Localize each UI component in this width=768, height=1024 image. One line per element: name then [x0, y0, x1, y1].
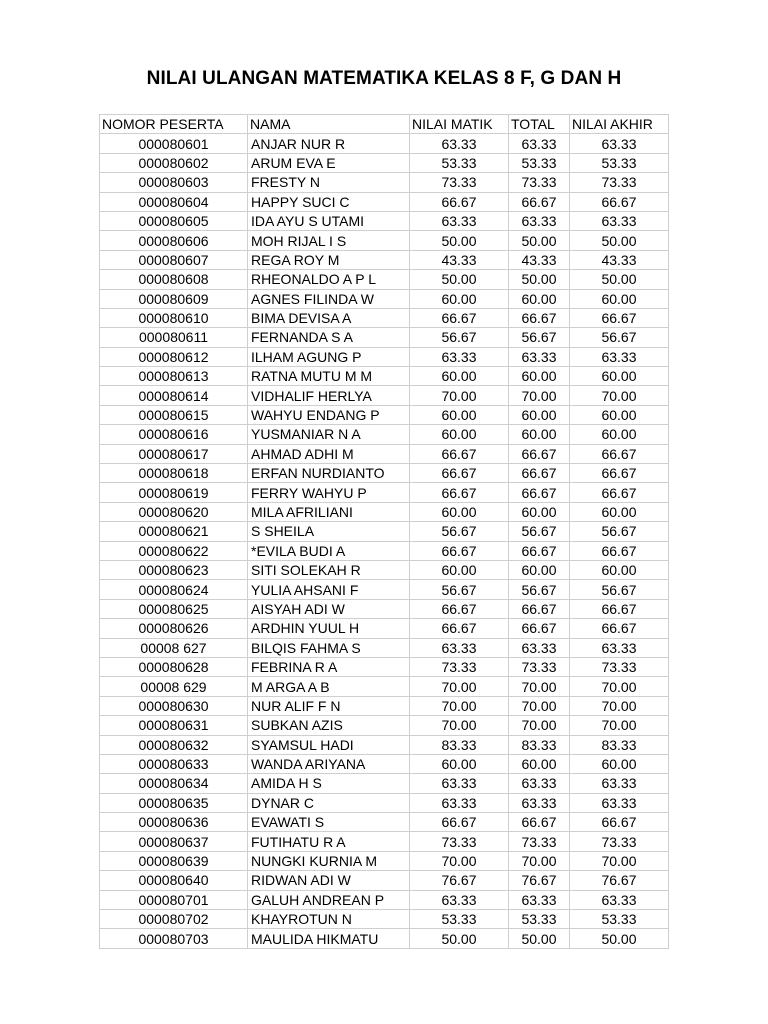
cell-nilai-matik: 60.00 — [410, 425, 509, 444]
header-total: TOTAL — [509, 115, 570, 134]
cell-nilai-matik: 63.33 — [410, 793, 509, 812]
cell-nilai-matik: 66.67 — [410, 619, 509, 638]
cell-nilai-matik: 60.00 — [410, 754, 509, 773]
cell-total: 66.67 — [509, 444, 570, 463]
cell-nilai-matik: 60.00 — [410, 289, 509, 308]
cell-nilai-akhir: 50.00 — [570, 231, 669, 250]
table-row — [100, 619, 669, 638]
cell-nilai-akhir: 73.33 — [570, 657, 669, 676]
cell-nilai-akhir: 43.33 — [570, 250, 669, 269]
cell-nilai-matik: 66.67 — [410, 483, 509, 502]
cell-nama: KHAYROTUN N — [248, 910, 410, 929]
cell-total: 66.67 — [509, 813, 570, 832]
cell-nama: FEBRINA R A — [248, 657, 410, 676]
cell-total: 60.00 — [509, 754, 570, 773]
cell-nomor-peserta: 000080611 — [100, 328, 248, 347]
table-body — [100, 134, 669, 948]
cell-nilai-matik: 73.33 — [410, 657, 509, 676]
cell-nomor-peserta: 000080633 — [100, 754, 248, 773]
cell-nilai-matik: 70.00 — [410, 386, 509, 405]
cell-nomor-peserta: 000080606 — [100, 231, 248, 250]
cell-nomor-peserta: 000080609 — [100, 289, 248, 308]
cell-total: 60.00 — [509, 560, 570, 579]
cell-nilai-akhir: 70.00 — [570, 677, 669, 696]
cell-nomor-peserta: 000080603 — [100, 173, 248, 192]
cell-nilai-akhir: 60.00 — [570, 405, 669, 424]
cell-total: 66.67 — [509, 464, 570, 483]
cell-nomor-peserta: 000080614 — [100, 386, 248, 405]
cell-nama: RATNA MUTU M M — [248, 367, 410, 386]
table-row — [100, 774, 669, 793]
table-row — [100, 308, 669, 327]
cell-nama: MILA AFRILIANI — [248, 502, 410, 521]
cell-nama: ERFAN NURDIANTO — [248, 464, 410, 483]
cell-nilai-akhir: 66.67 — [570, 308, 669, 327]
cell-nomor-peserta: 000080630 — [100, 696, 248, 715]
cell-nilai-matik: 83.33 — [410, 735, 509, 754]
cell-nomor-peserta: 000080625 — [100, 599, 248, 618]
table-row — [100, 638, 669, 657]
cell-nomor-peserta: 000080640 — [100, 871, 248, 890]
cell-nomor-peserta: 000080604 — [100, 192, 248, 211]
cell-nilai-akhir: 66.67 — [570, 813, 669, 832]
header-nilai-matik: NILAI MATIK — [410, 115, 509, 134]
cell-nilai-matik: 56.67 — [410, 580, 509, 599]
cell-nilai-akhir: 70.00 — [570, 716, 669, 735]
table-row — [100, 851, 669, 870]
cell-nama: DYNAR C — [248, 793, 410, 812]
cell-nama: REGA ROY M — [248, 250, 410, 269]
cell-nilai-matik: 53.33 — [410, 910, 509, 929]
cell-nama: EVAWATI S — [248, 813, 410, 832]
cell-nilai-matik: 43.33 — [410, 250, 509, 269]
cell-nama: FUTIHATU R A — [248, 832, 410, 851]
cell-total: 66.67 — [509, 192, 570, 211]
cell-total: 73.33 — [509, 832, 570, 851]
cell-nomor-peserta: 000080605 — [100, 211, 248, 230]
cell-nilai-akhir: 70.00 — [570, 851, 669, 870]
table-row — [100, 677, 669, 696]
cell-nomor-peserta: 000080631 — [100, 716, 248, 735]
cell-nilai-matik: 66.67 — [410, 192, 509, 211]
cell-nama: FERNANDA S A — [248, 328, 410, 347]
cell-total: 73.33 — [509, 657, 570, 676]
cell-nilai-akhir: 63.33 — [570, 890, 669, 909]
cell-nilai-akhir: 76.67 — [570, 871, 669, 890]
cell-total: 66.67 — [509, 599, 570, 618]
cell-nama: BIMA DEVISA A — [248, 308, 410, 327]
table-row — [100, 444, 669, 463]
cell-nama: ARUM EVA E — [248, 153, 410, 172]
cell-nilai-akhir: 50.00 — [570, 270, 669, 289]
cell-total: 63.33 — [509, 890, 570, 909]
cell-nama: YUSMANIAR N A — [248, 425, 410, 444]
table-row — [100, 289, 669, 308]
table-row — [100, 405, 669, 424]
cell-total: 70.00 — [509, 677, 570, 696]
cell-nomor-peserta: 000080618 — [100, 464, 248, 483]
cell-total: 73.33 — [509, 173, 570, 192]
cell-nomor-peserta: 000080637 — [100, 832, 248, 851]
cell-nama: GALUH ANDREAN P — [248, 890, 410, 909]
table-row — [100, 153, 669, 172]
cell-nomor-peserta: 000080702 — [100, 910, 248, 929]
table-row — [100, 832, 669, 851]
cell-nilai-matik: 66.67 — [410, 599, 509, 618]
table-row — [100, 386, 669, 405]
cell-nama: MOH RIJAL I S — [248, 231, 410, 250]
cell-total: 50.00 — [509, 929, 570, 948]
cell-nomor-peserta: 000080622 — [100, 541, 248, 560]
cell-nomor-peserta: 000080624 — [100, 580, 248, 599]
cell-nilai-akhir: 66.67 — [570, 619, 669, 638]
cell-nama: AISYAH ADI W — [248, 599, 410, 618]
cell-nilai-matik: 63.33 — [410, 134, 509, 153]
cell-nomor-peserta: 000080620 — [100, 502, 248, 521]
cell-nilai-matik: 66.67 — [410, 541, 509, 560]
table-row — [100, 696, 669, 715]
cell-nilai-akhir: 70.00 — [570, 696, 669, 715]
cell-nomor-peserta: 000080636 — [100, 813, 248, 832]
cell-nilai-matik: 76.67 — [410, 871, 509, 890]
table-row — [100, 502, 669, 521]
cell-total: 43.33 — [509, 250, 570, 269]
table-row — [100, 483, 669, 502]
cell-nama: AMIDA H S — [248, 774, 410, 793]
cell-nama: SYAMSUL HADI — [248, 735, 410, 754]
cell-nama: RHEONALDO A P L — [248, 270, 410, 289]
cell-nilai-akhir: 63.33 — [570, 774, 669, 793]
cell-nomor-peserta: 00008 629 — [100, 677, 248, 696]
table-row — [100, 231, 669, 250]
cell-nomor-peserta: 000080601 — [100, 134, 248, 153]
cell-total: 66.67 — [509, 483, 570, 502]
cell-nilai-akhir: 66.67 — [570, 192, 669, 211]
cell-nilai-akhir: 66.67 — [570, 444, 669, 463]
cell-nama: RIDWAN ADI W — [248, 871, 410, 890]
table-row — [100, 580, 669, 599]
cell-total: 63.33 — [509, 774, 570, 793]
cell-nilai-akhir: 66.67 — [570, 541, 669, 560]
cell-nilai-akhir: 53.33 — [570, 153, 669, 172]
table-row — [100, 134, 669, 153]
table-row — [100, 522, 669, 541]
table-row — [100, 173, 669, 192]
cell-nomor-peserta: 000080616 — [100, 425, 248, 444]
cell-nilai-matik: 66.67 — [410, 308, 509, 327]
cell-nilai-akhir: 60.00 — [570, 754, 669, 773]
cell-nilai-akhir: 53.33 — [570, 910, 669, 929]
cell-nama: SUBKAN AZIS — [248, 716, 410, 735]
cell-nilai-matik: 73.33 — [410, 832, 509, 851]
table-row — [100, 813, 669, 832]
cell-total: 56.67 — [509, 328, 570, 347]
cell-nilai-matik: 60.00 — [410, 560, 509, 579]
cell-nomor-peserta: 000080701 — [100, 890, 248, 909]
cell-total: 63.33 — [509, 211, 570, 230]
cell-nomor-peserta: 000080602 — [100, 153, 248, 172]
cell-nama: WANDA ARIYANA — [248, 754, 410, 773]
cell-nilai-matik: 60.00 — [410, 502, 509, 521]
cell-nomor-peserta: 000080628 — [100, 657, 248, 676]
table-row — [100, 367, 669, 386]
cell-total: 56.67 — [509, 580, 570, 599]
cell-nama: SITI SOLEKAH R — [248, 560, 410, 579]
table-row — [100, 270, 669, 289]
cell-total: 63.33 — [509, 134, 570, 153]
page-title: NILAI ULANGAN MATEMATIKA KELAS 8 F, G DAN H — [146, 68, 622, 89]
cell-total: 83.33 — [509, 735, 570, 754]
table-row — [100, 425, 669, 444]
cell-nilai-matik: 70.00 — [410, 696, 509, 715]
cell-nama: ANJAR NUR R — [248, 134, 410, 153]
cell-total: 50.00 — [509, 231, 570, 250]
cell-nama: *EVILA BUDI A — [248, 541, 410, 560]
cell-total: 76.67 — [509, 871, 570, 890]
table-row — [100, 347, 669, 366]
cell-nilai-matik: 66.67 — [410, 813, 509, 832]
cell-nilai-matik: 66.67 — [410, 444, 509, 463]
cell-nilai-akhir: 63.33 — [570, 638, 669, 657]
cell-nomor-peserta: 000080632 — [100, 735, 248, 754]
cell-nama: ILHAM AGUNG P — [248, 347, 410, 366]
cell-nama: FERRY WAHYU P — [248, 483, 410, 502]
cell-nama: NUR ALIF F N — [248, 696, 410, 715]
cell-nomor-peserta: 000080634 — [100, 774, 248, 793]
cell-nilai-akhir: 63.33 — [570, 347, 669, 366]
cell-total: 53.33 — [509, 910, 570, 929]
cell-total: 66.67 — [509, 308, 570, 327]
cell-nomor-peserta: 000080613 — [100, 367, 248, 386]
cell-nilai-matik: 50.00 — [410, 270, 509, 289]
cell-nama: S SHEILA — [248, 522, 410, 541]
cell-nama: WAHYU ENDANG P — [248, 405, 410, 424]
table-row — [100, 871, 669, 890]
cell-nilai-matik: 50.00 — [410, 929, 509, 948]
cell-nilai-matik: 56.67 — [410, 328, 509, 347]
cell-nilai-akhir: 60.00 — [570, 289, 669, 308]
cell-nama: HAPPY SUCI C — [248, 192, 410, 211]
cell-nomor-peserta: 000080623 — [100, 560, 248, 579]
scores-table — [99, 114, 669, 949]
cell-nilai-matik: 73.33 — [410, 173, 509, 192]
table-row — [100, 211, 669, 230]
cell-total: 66.67 — [509, 619, 570, 638]
cell-nilai-akhir: 73.33 — [570, 173, 669, 192]
cell-nomor-peserta: 000080608 — [100, 270, 248, 289]
cell-total: 60.00 — [509, 367, 570, 386]
cell-nilai-matik: 63.33 — [410, 774, 509, 793]
cell-total: 66.67 — [509, 541, 570, 560]
table-row — [100, 735, 669, 754]
table-row — [100, 250, 669, 269]
cell-nomor-peserta: 000080635 — [100, 793, 248, 812]
table-row — [100, 657, 669, 676]
cell-nomor-peserta: 000080619 — [100, 483, 248, 502]
cell-nomor-peserta: 000080617 — [100, 444, 248, 463]
cell-nilai-matik: 63.33 — [410, 211, 509, 230]
table-row — [100, 328, 669, 347]
header-nama: NAMA — [248, 115, 410, 134]
table-row — [100, 716, 669, 735]
table-row — [100, 464, 669, 483]
header-nilai-akhir: NILAI AKHIR — [570, 115, 669, 134]
table-row — [100, 910, 669, 929]
cell-total: 63.33 — [509, 347, 570, 366]
cell-nilai-akhir: 63.33 — [570, 211, 669, 230]
cell-total: 60.00 — [509, 289, 570, 308]
cell-nilai-akhir: 56.67 — [570, 580, 669, 599]
table-row — [100, 192, 669, 211]
cell-nilai-matik: 70.00 — [410, 851, 509, 870]
cell-total: 70.00 — [509, 386, 570, 405]
cell-nama: AGNES FILINDA W — [248, 289, 410, 308]
table-row — [100, 560, 669, 579]
cell-nama: ARDHIN YUUL H — [248, 619, 410, 638]
cell-nilai-akhir: 63.33 — [570, 793, 669, 812]
cell-nilai-akhir: 66.67 — [570, 464, 669, 483]
cell-total: 70.00 — [509, 716, 570, 735]
cell-total: 50.00 — [509, 270, 570, 289]
header-nomor-peserta: NOMOR PESERTA — [100, 115, 248, 134]
cell-nilai-matik: 60.00 — [410, 405, 509, 424]
cell-nomor-peserta: 000080621 — [100, 522, 248, 541]
cell-nilai-akhir: 66.67 — [570, 599, 669, 618]
cell-nomor-peserta: 000080615 — [100, 405, 248, 424]
cell-nilai-matik: 70.00 — [410, 716, 509, 735]
cell-total: 63.33 — [509, 638, 570, 657]
cell-nilai-matik: 56.67 — [410, 522, 509, 541]
cell-nomor-peserta: 000080612 — [100, 347, 248, 366]
cell-nama: BILQIS FAHMA S — [248, 638, 410, 657]
cell-nilai-matik: 63.33 — [410, 890, 509, 909]
cell-total: 70.00 — [509, 696, 570, 715]
table-row — [100, 929, 669, 948]
cell-nomor-peserta: 000080626 — [100, 619, 248, 638]
cell-total: 63.33 — [509, 793, 570, 812]
header-row — [100, 115, 669, 134]
table-row — [100, 793, 669, 812]
cell-nama: VIDHALIF HERLYA — [248, 386, 410, 405]
cell-total: 70.00 — [509, 851, 570, 870]
cell-nilai-akhir: 66.67 — [570, 483, 669, 502]
table-row — [100, 890, 669, 909]
cell-nama: NUNGKI KURNIA M — [248, 851, 410, 870]
cell-nilai-akhir: 83.33 — [570, 735, 669, 754]
table-row — [100, 754, 669, 773]
cell-nama: M ARGA A B — [248, 677, 410, 696]
cell-nilai-matik: 70.00 — [410, 677, 509, 696]
cell-nilai-akhir: 56.67 — [570, 522, 669, 541]
cell-nilai-akhir: 63.33 — [570, 134, 669, 153]
cell-total: 60.00 — [509, 425, 570, 444]
cell-nilai-matik: 63.33 — [410, 347, 509, 366]
cell-nomor-peserta: 000080639 — [100, 851, 248, 870]
cell-nama: AHMAD ADHI M — [248, 444, 410, 463]
cell-nama: IDA AYU S UTAMI — [248, 211, 410, 230]
cell-nilai-matik: 63.33 — [410, 638, 509, 657]
cell-nilai-akhir: 60.00 — [570, 502, 669, 521]
cell-total: 56.67 — [509, 522, 570, 541]
cell-nilai-matik: 66.67 — [410, 464, 509, 483]
cell-nilai-akhir: 60.00 — [570, 367, 669, 386]
cell-nilai-akhir: 50.00 — [570, 929, 669, 948]
cell-nilai-akhir: 60.00 — [570, 560, 669, 579]
cell-nomor-peserta: 000080607 — [100, 250, 248, 269]
cell-nilai-akhir: 73.33 — [570, 832, 669, 851]
cell-total: 60.00 — [509, 405, 570, 424]
cell-nama: FRESTY N — [248, 173, 410, 192]
cell-nama: MAULIDA HIKMATU — [248, 929, 410, 948]
cell-nomor-peserta: 00008 627 — [100, 638, 248, 657]
cell-nilai-matik: 60.00 — [410, 367, 509, 386]
cell-nilai-akhir: 70.00 — [570, 386, 669, 405]
cell-total: 60.00 — [509, 502, 570, 521]
cell-nomor-peserta: 000080703 — [100, 929, 248, 948]
cell-nilai-akhir: 56.67 — [570, 328, 669, 347]
table-row — [100, 541, 669, 560]
cell-total: 53.33 — [509, 153, 570, 172]
table-row — [100, 599, 669, 618]
cell-nilai-akhir: 60.00 — [570, 425, 669, 444]
cell-nilai-matik: 53.33 — [410, 153, 509, 172]
cell-nilai-matik: 50.00 — [410, 231, 509, 250]
cell-nomor-peserta: 000080610 — [100, 308, 248, 327]
cell-nama: YULIA AHSANI F — [248, 580, 410, 599]
